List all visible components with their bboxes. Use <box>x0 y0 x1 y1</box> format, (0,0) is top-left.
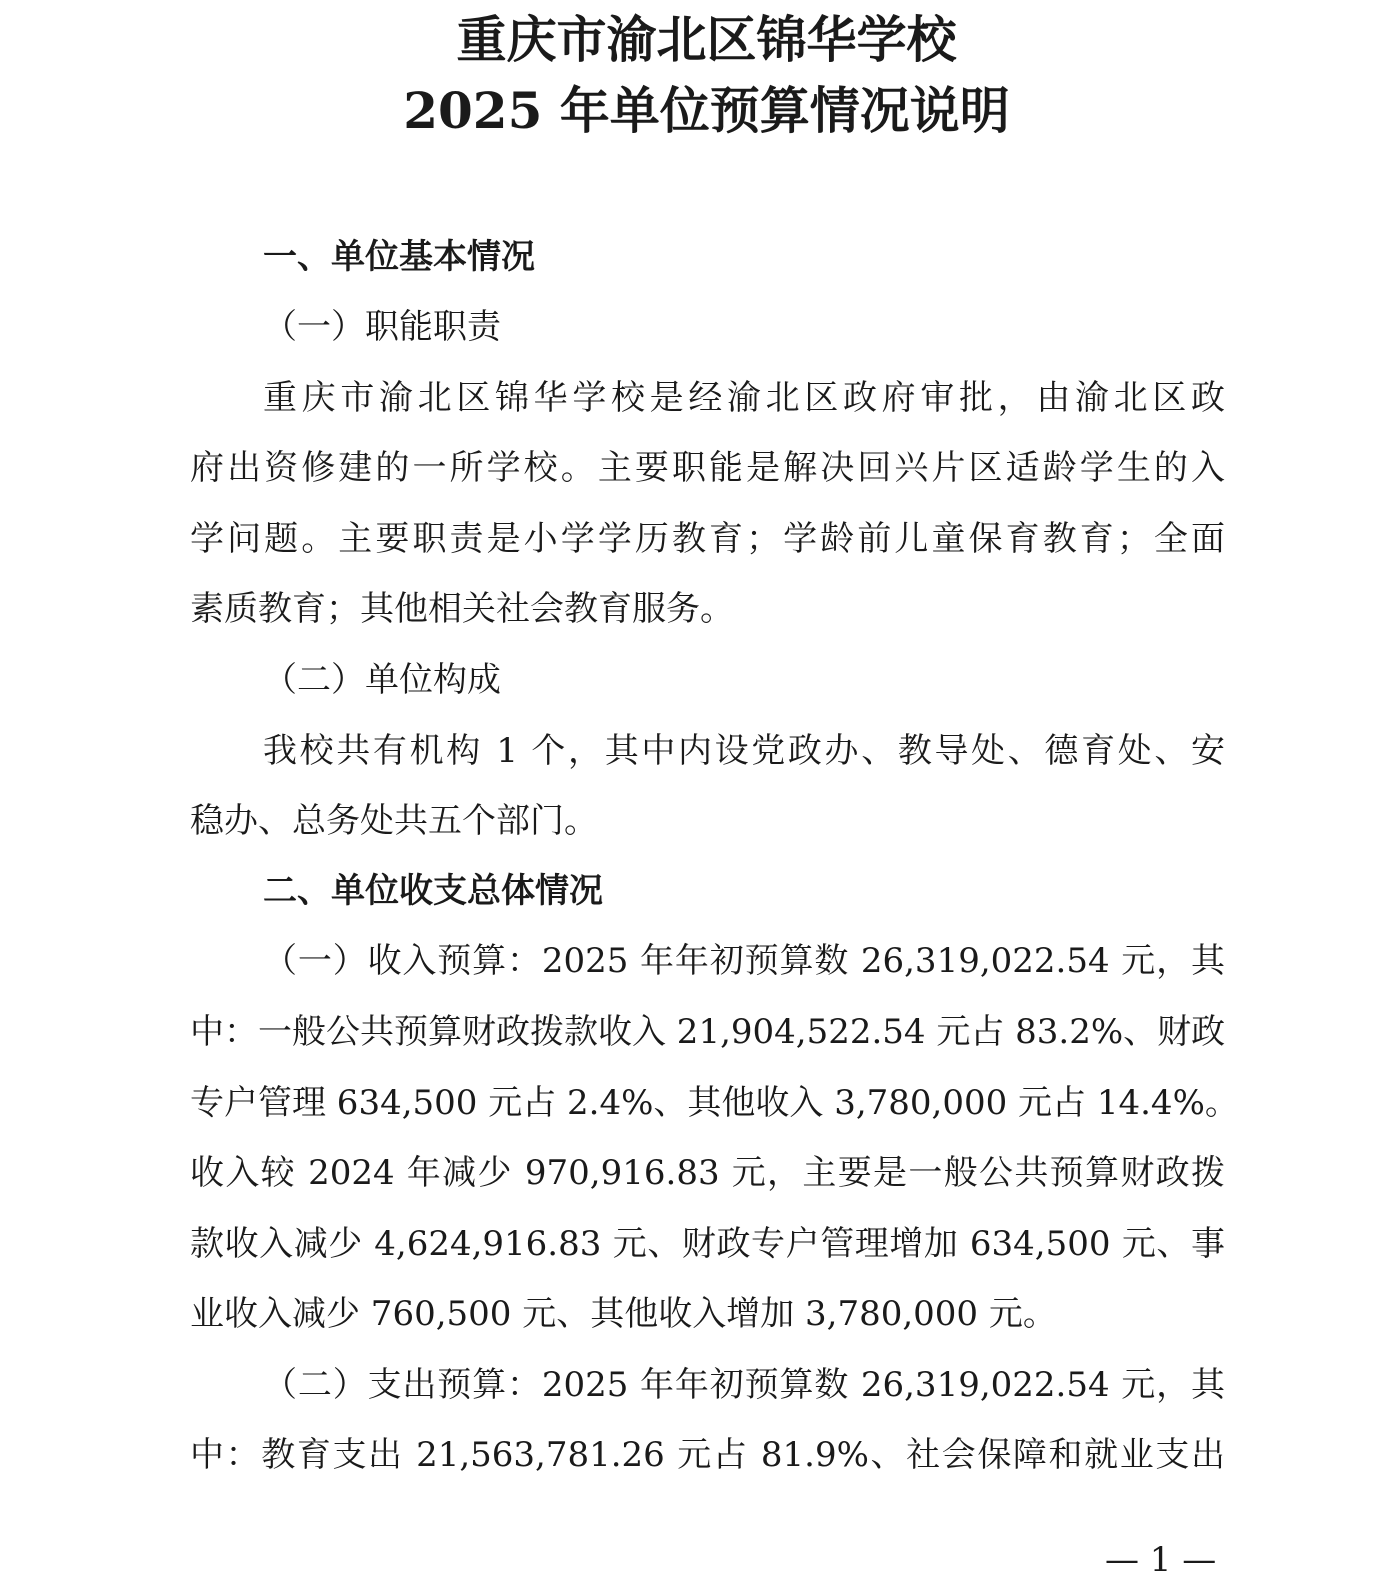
document-title-line-1: 重庆市渝北区锦华学校 <box>456 10 957 69</box>
paragraph-line: （一）收入预算：2025 年年初预算数 26,319,022.54 元，其 <box>263 941 1225 981</box>
paragraph-line: 稳办、总务处共五个部门。 <box>190 801 598 841</box>
section-2-heading: 二、单位收支总体情况 <box>263 871 603 911</box>
paragraph-line: 府出资修建的一所学校。主要职能是解决回兴片区适龄学生的入 <box>190 448 1225 488</box>
paragraph-line: 重庆市渝北区锦华学校是经渝北区政府审批，由渝北区政 <box>263 378 1225 418</box>
paragraph-line: 中：教育支出 21,563,781.26 元占 81.9%、社会保障和就业支出 <box>190 1435 1225 1475</box>
paragraph-line: 业收入减少 760,500 元、其他收入增加 3,780,000 元。 <box>190 1294 1057 1334</box>
document-title-line-2: 2025 年单位预算情况说明 <box>403 81 1010 140</box>
page-number: — 1 — <box>1105 1540 1217 1580</box>
paragraph-line: （二）支出预算：2025 年年初预算数 26,319,022.54 元，其 <box>263 1365 1225 1405</box>
section-1-heading: 一、单位基本情况 <box>263 237 535 277</box>
paragraph-line: 专户管理 634,500 元占 2.4%、其他收入 3,780,000 元占 14.4%。 <box>190 1083 1239 1123</box>
paragraph-line: 素质教育；其他相关社会教育服务。 <box>190 589 734 629</box>
paragraph-line: 我校共有机构 1 个，其中内设党政办、教导处、德育处、安 <box>263 731 1225 771</box>
section-1-sub-2-heading: （二）单位构成 <box>263 660 501 700</box>
paragraph-line: 收入较 2024 年减少 970,916.83 元，主要是一般公共预算财政拨 <box>190 1153 1225 1193</box>
section-1-sub-1-heading: （一）职能职责 <box>263 307 501 347</box>
paragraph-line: 中：一般公共预算财政拨款收入 21,904,522.54 元占 83.2%、财政 <box>190 1012 1226 1052</box>
paragraph-line: 学问题。主要职责是小学学历教育；学龄前儿童保育教育；全面 <box>190 519 1225 559</box>
paragraph-line: 款收入减少 4,624,916.83 元、财政专户管理增加 634,500 元、事 <box>190 1224 1225 1264</box>
